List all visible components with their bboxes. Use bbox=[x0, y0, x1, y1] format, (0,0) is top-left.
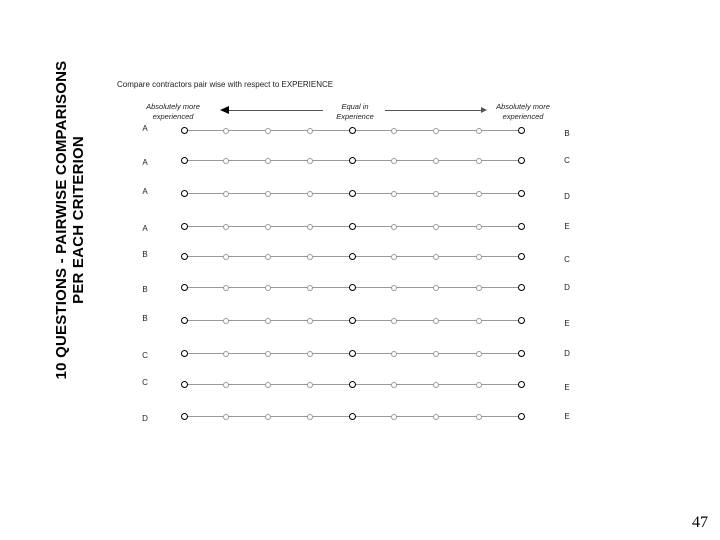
row-right-contractor: D bbox=[564, 192, 570, 201]
scale-option-radio[interactable] bbox=[391, 254, 397, 260]
page-number: 47 bbox=[692, 514, 708, 531]
scale-option-radio[interactable] bbox=[391, 224, 397, 230]
row-left-contractor: A bbox=[142, 158, 148, 167]
scale-option-radio[interactable] bbox=[391, 285, 397, 291]
scale-anchor-radio[interactable] bbox=[349, 157, 356, 164]
scale-option-radio[interactable] bbox=[476, 382, 482, 388]
row-left-contractor: A bbox=[142, 187, 148, 196]
side-title-line-2: PER EACH CRITERION bbox=[70, 136, 87, 304]
scale-option-radio[interactable] bbox=[433, 191, 439, 197]
comparison-row bbox=[0, 222, 720, 236]
scale-option-radio[interactable] bbox=[307, 158, 313, 164]
scale-heading: Compare contractors pair wise with respect to EXPERIENCE bbox=[117, 80, 334, 89]
scale-option-radio[interactable] bbox=[265, 285, 271, 291]
scale-option-radio[interactable] bbox=[476, 414, 482, 420]
comparison-row bbox=[0, 412, 720, 426]
scale-option-radio[interactable] bbox=[265, 414, 271, 420]
scale-anchor-radio[interactable] bbox=[181, 223, 188, 230]
scale-option-radio[interactable] bbox=[223, 382, 229, 388]
scale-left-label: Absolutely more experienced bbox=[146, 102, 200, 121]
row-left-contractor: D bbox=[142, 414, 148, 423]
scale-option-radio[interactable] bbox=[476, 254, 482, 260]
scale-anchor-radio[interactable] bbox=[518, 413, 525, 420]
comparison-row bbox=[0, 378, 720, 394]
scale-option-radio[interactable] bbox=[476, 351, 482, 357]
row-left-contractor: B bbox=[142, 285, 148, 294]
scale-option-radio[interactable] bbox=[433, 351, 439, 357]
scale-option-radio[interactable] bbox=[391, 128, 397, 134]
scale-option-radio[interactable] bbox=[265, 191, 271, 197]
scale-anchor-radio[interactable] bbox=[518, 157, 525, 164]
scale-option-radio[interactable] bbox=[223, 191, 229, 197]
scale-option-radio[interactable] bbox=[391, 318, 397, 324]
arrow-right-icon bbox=[481, 107, 487, 113]
scale-option-radio[interactable] bbox=[223, 254, 229, 260]
row-left-contractor: B bbox=[142, 314, 148, 323]
scale-anchor-radio[interactable] bbox=[349, 381, 356, 388]
row-right-contractor: E bbox=[564, 412, 570, 421]
scale-option-radio[interactable] bbox=[391, 191, 397, 197]
row-right-contractor: B bbox=[564, 129, 570, 138]
scale-anchor-radio[interactable] bbox=[181, 413, 188, 420]
scale-option-radio[interactable] bbox=[476, 128, 482, 134]
row-right-contractor: E bbox=[564, 383, 570, 392]
scale-option-radio[interactable] bbox=[265, 351, 271, 357]
scale-anchor-radio[interactable] bbox=[181, 350, 188, 357]
row-right-contractor: E bbox=[564, 319, 570, 328]
scale-option-radio[interactable] bbox=[433, 158, 439, 164]
comparison-row bbox=[0, 124, 720, 140]
scale-option-radio[interactable] bbox=[223, 351, 229, 357]
scale-option-radio[interactable] bbox=[433, 128, 439, 134]
scale-anchor-radio[interactable] bbox=[349, 317, 356, 324]
scale-option-radio[interactable] bbox=[265, 158, 271, 164]
scale-anchor-radio[interactable] bbox=[518, 190, 525, 197]
scale-anchor-radio[interactable] bbox=[349, 413, 356, 420]
row-right-contractor: E bbox=[564, 222, 570, 231]
row-left-contractor: A bbox=[142, 224, 148, 233]
scale-anchor-radio[interactable] bbox=[181, 317, 188, 324]
scale-option-radio[interactable] bbox=[223, 158, 229, 164]
comparison-row bbox=[0, 187, 720, 203]
scale-option-radio[interactable] bbox=[476, 318, 482, 324]
scale-option-radio[interactable] bbox=[391, 158, 397, 164]
scale-anchor-radio[interactable] bbox=[181, 127, 188, 134]
scale-option-radio[interactable] bbox=[391, 414, 397, 420]
scale-option-radio[interactable] bbox=[476, 224, 482, 230]
scale-anchor-radio[interactable] bbox=[349, 284, 356, 291]
scale-anchor-radio[interactable] bbox=[349, 350, 356, 357]
scale-option-radio[interactable] bbox=[307, 351, 313, 357]
row-left-contractor: C bbox=[142, 351, 148, 360]
scale-right-label: Absolutely more experienced bbox=[496, 102, 550, 121]
scale-option-radio[interactable] bbox=[391, 351, 397, 357]
arrow-left-icon bbox=[220, 106, 229, 114]
scale-option-radio[interactable] bbox=[223, 318, 229, 324]
scale-option-radio[interactable] bbox=[307, 224, 313, 230]
scale-option-radio[interactable] bbox=[391, 382, 397, 388]
scale-anchor-radio[interactable] bbox=[518, 317, 525, 324]
scale-option-radio[interactable] bbox=[433, 414, 439, 420]
row-right-contractor: C bbox=[564, 255, 570, 264]
scale-anchor-radio[interactable] bbox=[181, 284, 188, 291]
scale-option-radio[interactable] bbox=[433, 285, 439, 291]
scale-option-radio[interactable] bbox=[307, 414, 313, 420]
row-right-contractor: C bbox=[564, 156, 570, 165]
scale-option-radio[interactable] bbox=[307, 128, 313, 134]
scale-option-radio[interactable] bbox=[265, 382, 271, 388]
scale-option-radio[interactable] bbox=[223, 414, 229, 420]
row-left-contractor: A bbox=[142, 124, 148, 133]
side-title-line-1: 10 QUESTIONS - PAIRWISE COMPARISONS bbox=[53, 60, 70, 380]
scale-anchor-radio[interactable] bbox=[181, 253, 188, 260]
scale-option-radio[interactable] bbox=[433, 318, 439, 324]
scale-anchor-radio[interactable] bbox=[518, 253, 525, 260]
scale-anchor-radio[interactable] bbox=[181, 157, 188, 164]
scale-anchor-radio[interactable] bbox=[181, 190, 188, 197]
comparison-row bbox=[0, 283, 720, 297]
scale-option-radio[interactable] bbox=[223, 128, 229, 134]
scale-anchor-radio[interactable] bbox=[518, 381, 525, 388]
scale-option-radio[interactable] bbox=[476, 191, 482, 197]
scale-option-radio[interactable] bbox=[433, 224, 439, 230]
comparison-row bbox=[0, 314, 720, 330]
comparison-row bbox=[0, 349, 720, 363]
scale-option-radio[interactable] bbox=[265, 254, 271, 260]
row-right-contractor: D bbox=[564, 283, 570, 292]
scale-option-radio[interactable] bbox=[433, 382, 439, 388]
scale-anchor-radio[interactable] bbox=[518, 223, 525, 230]
scale-anchor-radio[interactable] bbox=[518, 350, 525, 357]
scale-anchor-radio[interactable] bbox=[518, 127, 525, 134]
scale-option-radio[interactable] bbox=[307, 382, 313, 388]
scale-anchor-radio[interactable] bbox=[349, 190, 356, 197]
scale-option-radio[interactable] bbox=[307, 318, 313, 324]
scale-anchor-radio[interactable] bbox=[349, 223, 356, 230]
scale-option-radio[interactable] bbox=[223, 285, 229, 291]
scale-option-radio[interactable] bbox=[476, 285, 482, 291]
scale-option-radio[interactable] bbox=[265, 128, 271, 134]
comparison-row bbox=[0, 250, 720, 266]
scale-anchor-radio[interactable] bbox=[349, 253, 356, 260]
scale-option-radio[interactable] bbox=[433, 254, 439, 260]
scale-anchor-radio[interactable] bbox=[181, 381, 188, 388]
scale-option-radio[interactable] bbox=[307, 254, 313, 260]
scale-option-radio[interactable] bbox=[265, 224, 271, 230]
scale-option-radio[interactable] bbox=[307, 191, 313, 197]
scale-middle-label: Equal in Experience bbox=[336, 102, 374, 121]
arrow-right-line bbox=[385, 110, 482, 111]
scale-option-radio[interactable] bbox=[223, 224, 229, 230]
comparison-row bbox=[0, 156, 720, 170]
scale-anchor-radio[interactable] bbox=[518, 284, 525, 291]
scale-option-radio[interactable] bbox=[307, 285, 313, 291]
scale-anchor-radio[interactable] bbox=[349, 127, 356, 134]
row-left-contractor: C bbox=[142, 378, 148, 387]
row-left-contractor: B bbox=[142, 250, 148, 259]
scale-option-radio[interactable] bbox=[265, 318, 271, 324]
scale-option-radio[interactable] bbox=[476, 158, 482, 164]
row-right-contractor: D bbox=[564, 349, 570, 358]
arrow-left-line bbox=[229, 110, 323, 111]
